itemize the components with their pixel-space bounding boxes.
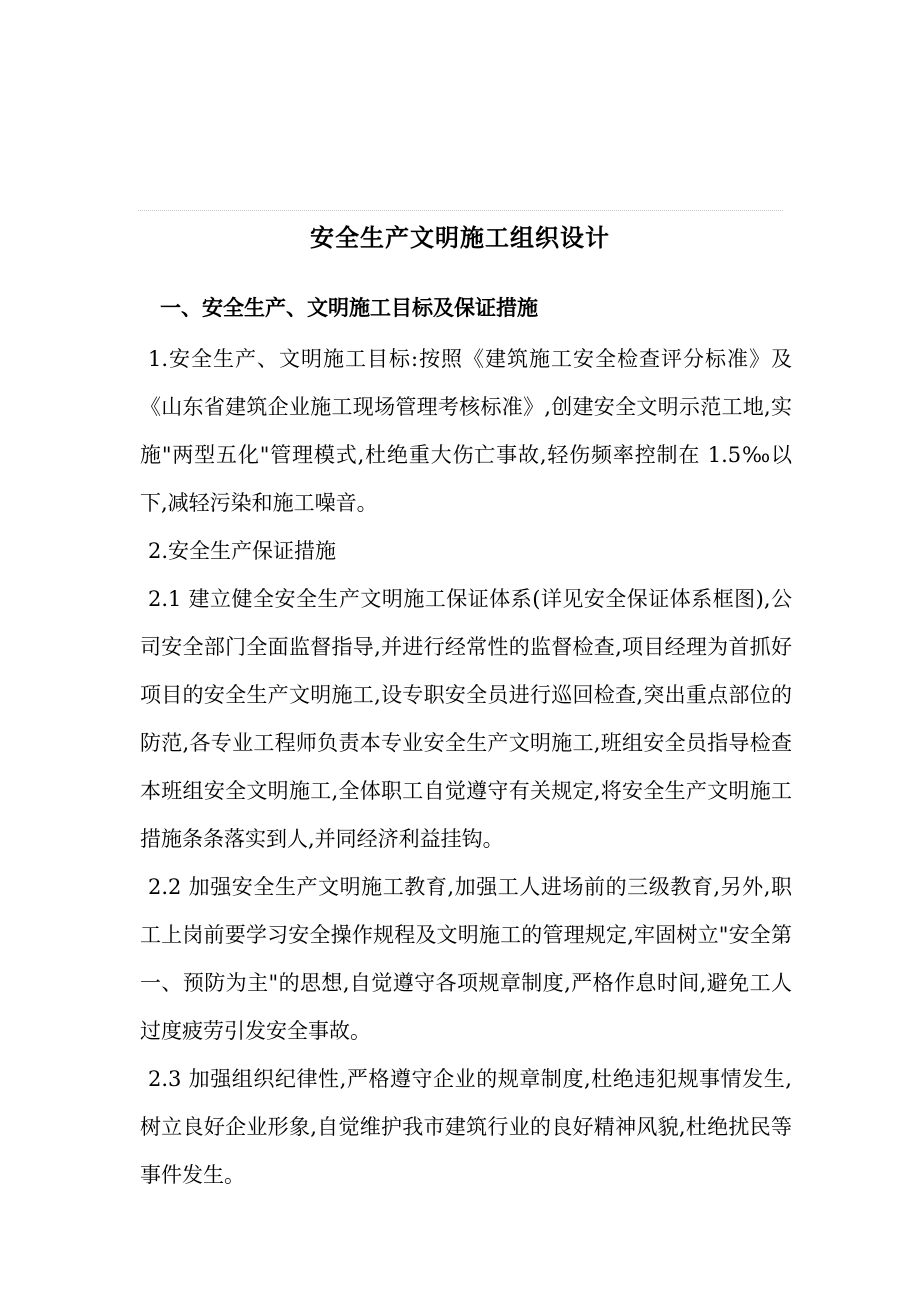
document-title: 安全生产文明施工组织设计 — [310, 223, 610, 252]
section-heading: 一、安全生产、文明施工目标及保证措施 — [160, 295, 538, 320]
paragraph-measure-2-2: 2.2 加强安全生产文明施工教育,加强工人进场前的三级教育,另外,职工上岗前要学习安全操作规程及文明施工的管理规定,牢固树立"安全第一、预防为主"的思想,自觉遵守各项规章制度,严格作息时间,避免工人过度疲劳引发安全事故。 — [140, 875, 792, 1043]
paragraph-measure-2-3: 2.3 加强组织纪律性,严格遵守企业的规章制度,杜绝违犯规事情发生,树立良好企业形象,自觉维护我市建筑行业的良好精神风貌,杜绝扰民等事件发生。 — [140, 1067, 792, 1187]
header-divider — [138, 210, 783, 211]
paragraph-safety-measures-heading: 2.安全生产保证措施 — [148, 539, 337, 563]
paragraph-safety-goal: 1.安全生产、文明施工目标:按照《建筑施工安全检查评分标准》及《山东省建筑企业施工现场管理考核标准》,创建安全文明示范工地,实施"两型五化"管理模式,杜绝重大伤亡事故,轻伤频率控制在 1.5‰以下,减轻污染和施工噪音。 — [140, 347, 792, 515]
paragraph-measure-2-1: 2.1 建立健全安全生产文明施工保证体系(详见安全保证体系框图),公司安全部门全面监督指导,并进行经常性的监督检查,项目经理为首抓好项目的安全生产文明施工,设专职安全员进行巡回检查,突出重点部位的防范,各专业工程师负责本专业安全生产文明施工,班组安全员指导检查本班组安全文明施工,全体职工自觉遵守有关规定,将安全生产文明施工措施条条落实到人,并同经济利益挂钩。 — [140, 587, 792, 851]
